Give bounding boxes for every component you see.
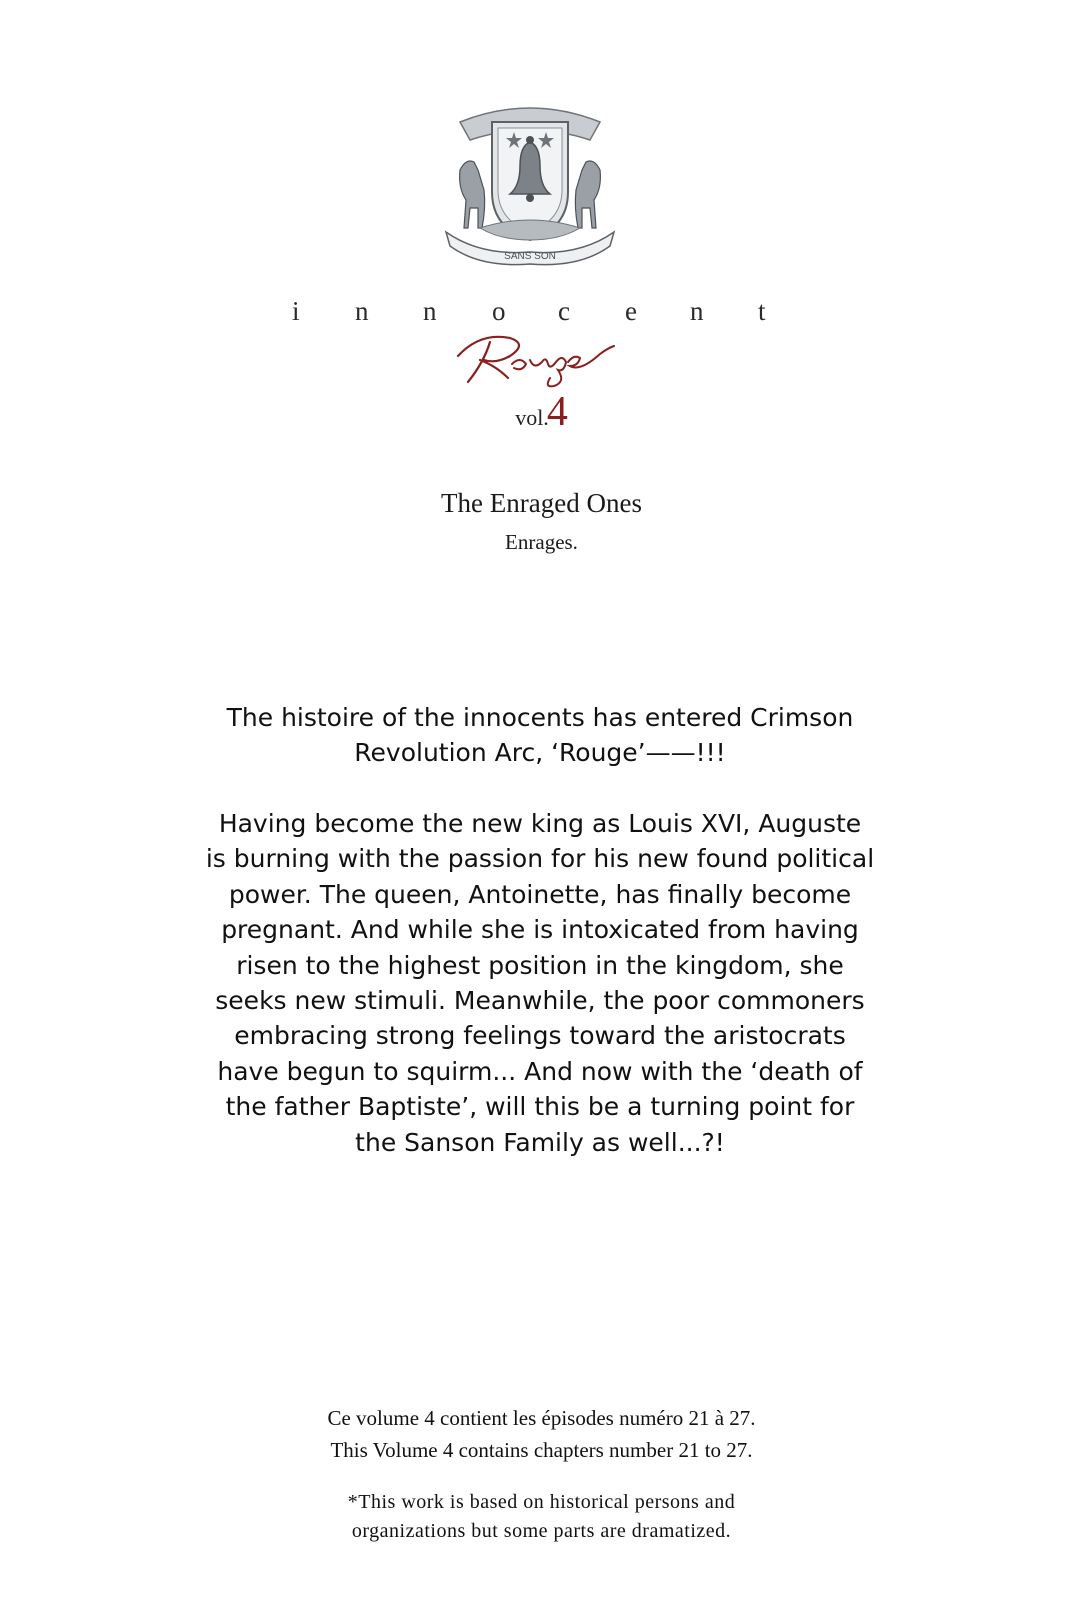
rouge-script-logo (450, 326, 620, 392)
volume-label: vol. (515, 405, 549, 430)
disclaimer-note (0, 1488, 1083, 1546)
volume-marker (0, 388, 1083, 436)
contents-french: Ce volume 4 contient les épisodes numéro 21 à 27. (327, 1406, 756, 1430)
volume-subtitle: Enrages. (505, 530, 578, 554)
series-title-letters (0, 296, 1083, 330)
series-letter: t (758, 296, 766, 326)
volume-title: The Enraged Ones (441, 488, 642, 518)
series-letter: n (355, 296, 369, 326)
series-letter: c (558, 296, 570, 326)
series-letter: e (625, 296, 637, 326)
blurb-paragraph-2: Having become the new king as Louis XVI, Auguste is burning with the passion for his new found political power. The queen, Antoinette, has finally become pregnant. And while she is intoxicated from having risen to the highest position in the kingdom, she seeks new stimuli. Meanwhile, the poor commoners embracing strong feelings toward the aristocrats have begun to squirm... And now with the ‘death of the father Baptiste’, will this be a turning point for the Sanson Family as well...?! (205, 809, 875, 1157)
coat-of-arms-icon (440, 100, 620, 270)
crest-motto: SANS SON (504, 251, 556, 262)
blurb-paragraph-1: The histoire of the innocents has entered Crimson Revolution Arc, ‘Rouge’——!!! (226, 703, 854, 768)
disclaimer-line-2: organizations but some parts are dramatized. (351, 1520, 732, 1542)
contents-notice (0, 1402, 1083, 1466)
rouge-script-text: Rouge (450, 326, 453, 327)
series-letter: n (690, 296, 704, 326)
disclaimer-line-1: *This work is based on historical persons and (347, 1491, 736, 1513)
series-letter: o (492, 296, 506, 326)
series-letter: n (423, 296, 437, 326)
volume-number: 4 (546, 389, 568, 435)
contents-english: This Volume 4 contains chapters number 21 to 27. (330, 1438, 753, 1462)
series-letter: i (292, 296, 300, 326)
